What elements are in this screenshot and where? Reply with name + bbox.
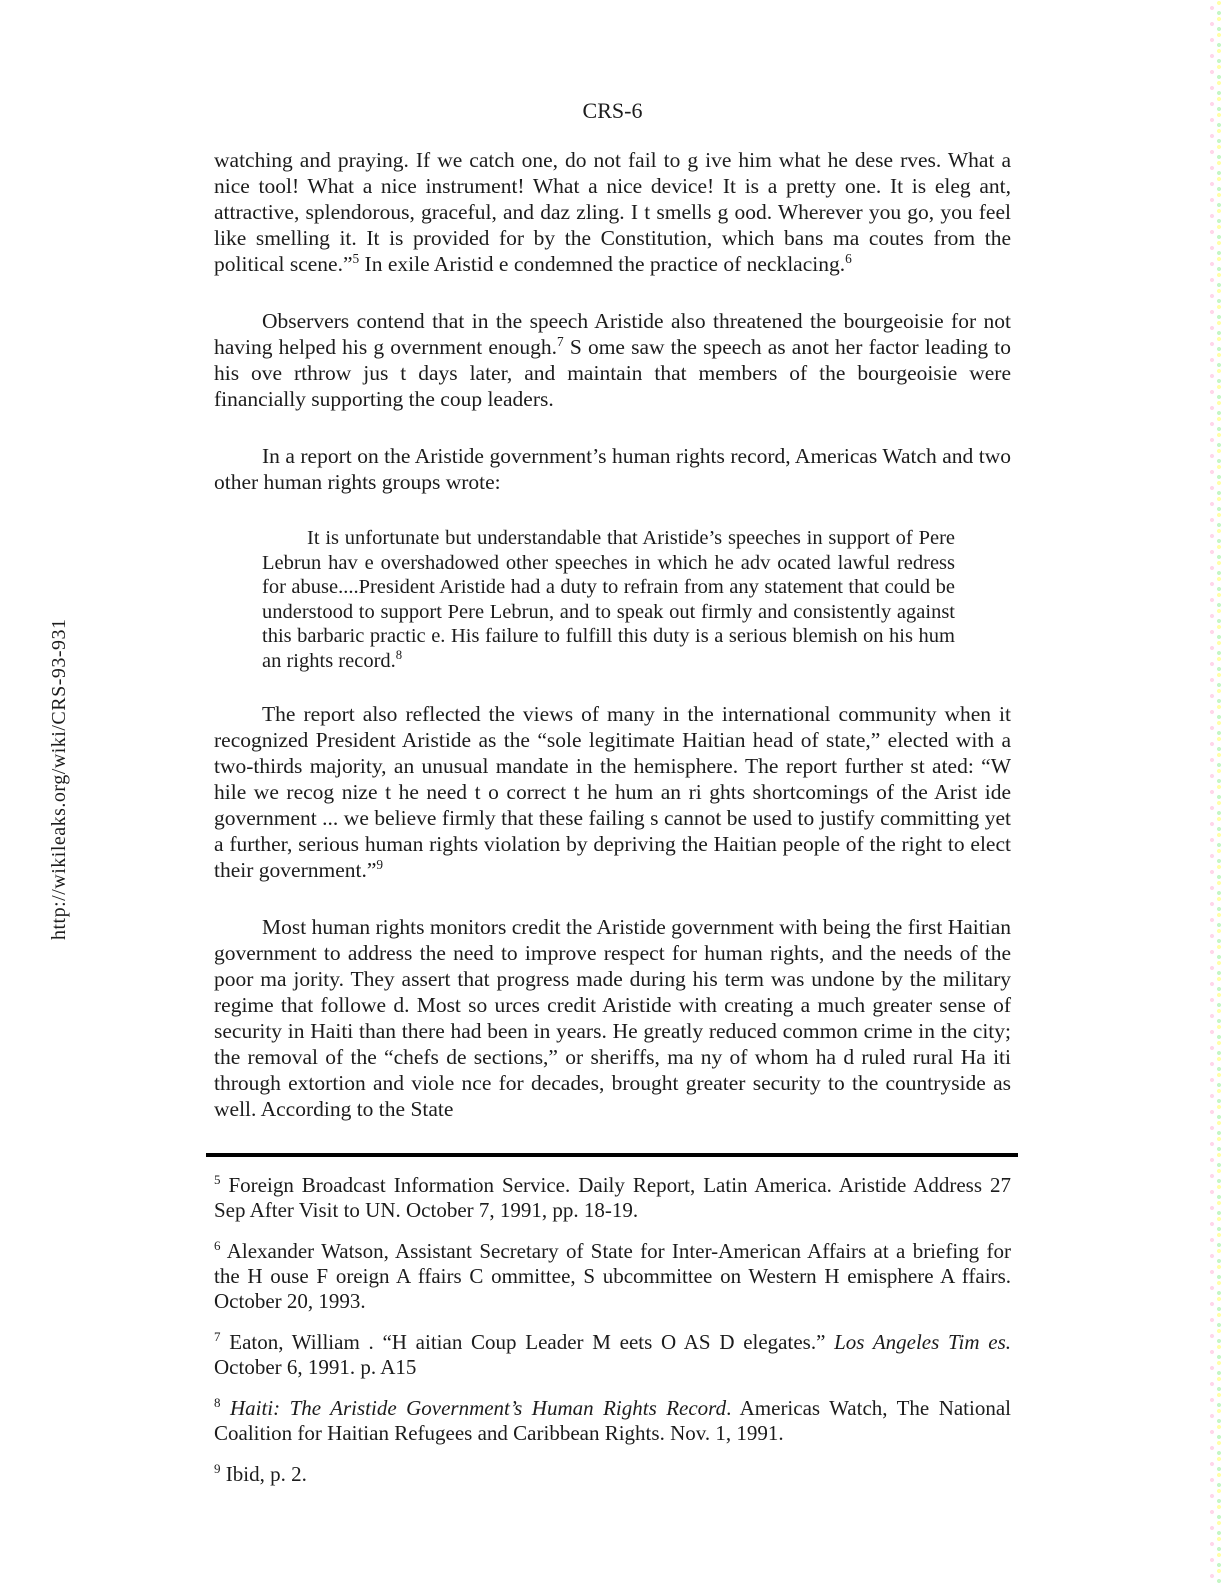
paragraph xyxy=(214,308,1011,412)
text-run: It is unfortunate but understandable that Aristide’s speeches in support of Pere Lebrun hav e overshadowed other speeches in which he adv ocated lawful redress for abuse....President Aristide had a duty to refrain from any statement that could be understood to support Pere Lebrun, and to speak out firmly and consistently against this barbaric practic e. His failure to fulfill this duty is a serious blemish on his hum an rights record. xyxy=(262,527,955,672)
text-run: October 6, 1991. p. A15 xyxy=(214,1355,417,1379)
wikileaks-watermark-url: http://wikileaks.org/wiki/CRS-93-931 xyxy=(48,618,70,940)
document-body xyxy=(214,147,1011,1122)
paragraph xyxy=(214,443,1011,495)
text-run: Foreign Broadcast Information Service. Daily Report, Latin America. Aristide Address 27 Sep After Visit to UN. October 7, 1991, pp. 18-19. xyxy=(214,1173,1011,1222)
footnote-separator xyxy=(206,1153,1018,1157)
blockquote xyxy=(262,526,955,673)
footnote-ref: 5 xyxy=(352,250,360,266)
edge-dot-pattern xyxy=(1206,0,1224,1584)
footnote xyxy=(214,1239,1011,1314)
text-run: Alexander Watson, Assistant Secretary of State for Inter-American Affairs at a briefing for the H ouse F oreign A ffairs C ommittee, S ubcommittee on Western H emisphere A ffairs. October 20, 1993. xyxy=(214,1239,1011,1313)
footnote-ref: 6 xyxy=(214,1238,221,1253)
text-run: In a report on the Aristide government’s human rights record, Americas Watch and two other human rights groups wrote: xyxy=(214,444,1011,494)
text-run: Ibid, p. 2. xyxy=(220,1462,307,1486)
footnote-ref: 7 xyxy=(557,333,564,349)
text-run: In exile Aristid e condemned the practice of necklacing. xyxy=(359,252,846,276)
footnote-ref: 9 xyxy=(376,856,384,872)
footnote-ref: 7 xyxy=(214,1329,221,1344)
paragraph xyxy=(214,701,1011,883)
text-run: Eaton, William . “H aitian Coup Leader M eets O AS D elegates.” xyxy=(220,1330,835,1354)
footnote xyxy=(214,1173,1011,1223)
text-run: The report also reflected the views of many in the international community when it recognized President Aristide as the “sole legitimate Haitian head of state,” elected with a two-thirds majority, an unusual mandate in the hemisphere. The report further st ated: “W hile we recog nize t he need t o correct t he hum an ri ghts shortcomings of the Arist ide government ... we believe firmly that these failing s cannot be used to justify committing yet a further, serious human rights violation by depriving the Haitian people of the right to elect their government.” xyxy=(214,702,1011,882)
footnote xyxy=(214,1396,1011,1446)
text-run: Observers contend that in the speech Aristide also threatened the bourgeoisie for not having helped his g overnment enough. xyxy=(214,309,1011,359)
footnotes-section xyxy=(214,1173,1011,1487)
paragraph xyxy=(214,147,1011,277)
text-run: watching and praying. If we catch one, do not fail to g ive him what he dese rves. What a nice tool! What a nice instrument! What a nice device! It is a pretty one. It is eleg ant, attractive, splendorous, graceful, and daz zling. I t smells g ood. Wherever you go, you feel like smelling it. It is provided for by the Constitution, which bans ma coutes from the political scene.” xyxy=(214,148,1011,276)
text-run: S ome saw the speech as anot her factor leading to his ove rthrow jus t days later, and maintain that members of the bourgeoisie were financially supporting the coup leaders. xyxy=(214,335,1011,411)
footnote-ref: 9 xyxy=(214,1461,221,1476)
italic-text: Haiti: The Aristide Government’s Human Rights Record xyxy=(220,1396,727,1420)
footnote-ref: 5 xyxy=(214,1172,221,1187)
text-column xyxy=(214,98,1011,1503)
text-run: Most human rights monitors credit the Aristide government with being the first Haitian government to address the need to improve respect for human rights, and the needs of the poor ma jority. They assert that progress made during his term was undone by the military regime that followe d. Most so urces credit Aristide with creating a much greater sense of security in Haiti than there had been in years. He greatly reduced common crime in the city; the removal of the “chefs de sections,” or sheriffs, ma ny of whom ha d ruled rural Ha iti through extortion and viole nce for decades, brought greater security to the countryside as well. According to the State xyxy=(214,915,1011,1121)
footnote xyxy=(214,1330,1011,1380)
footnote-ref: 8 xyxy=(395,647,403,662)
page-number-header: CRS-6 xyxy=(582,98,643,123)
paragraph xyxy=(214,914,1011,1122)
footnote-ref: 8 xyxy=(214,1395,221,1410)
text-run: . Americas Watch, The National Coalition for Haitian Refugees and Caribbean Rights. Nov. 1, 1991. xyxy=(214,1396,1011,1445)
footnote-ref: 6 xyxy=(845,250,852,266)
footnote xyxy=(214,1462,1011,1487)
italic-text: Los Angeles Tim es. xyxy=(834,1330,1011,1354)
